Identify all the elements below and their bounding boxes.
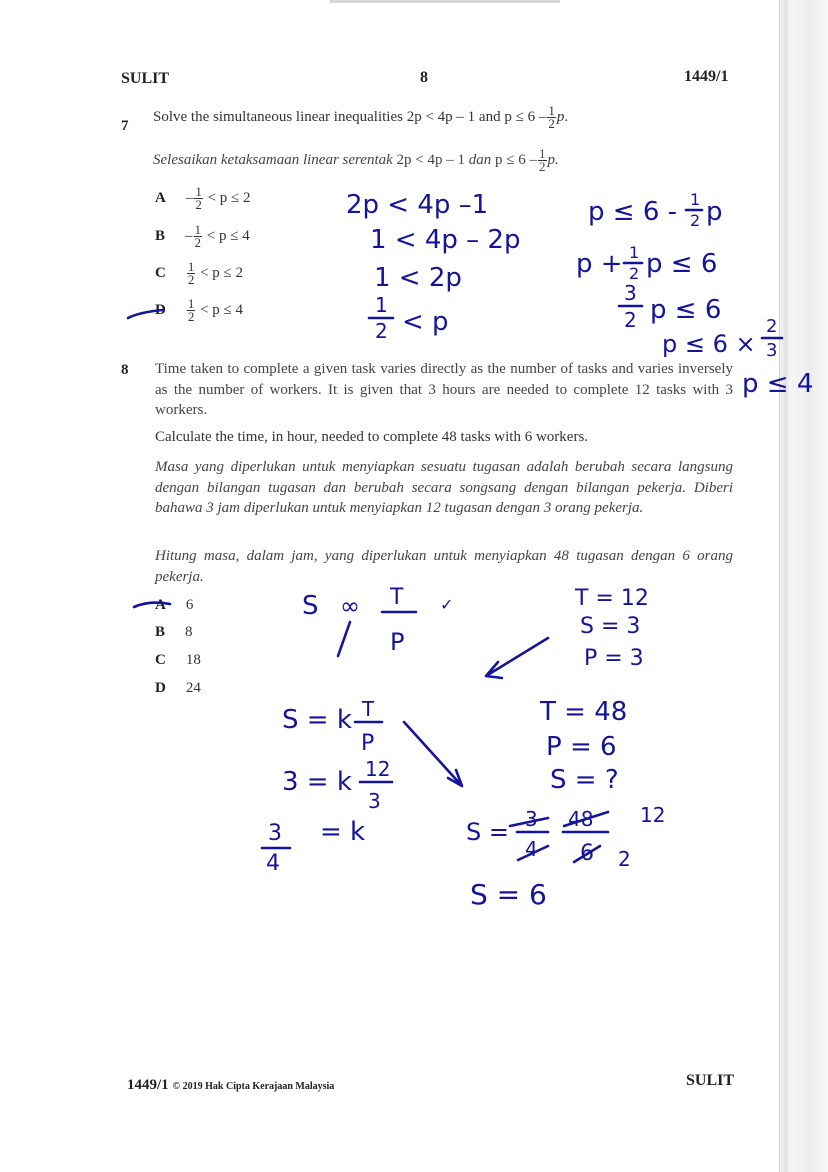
q7-option-neg: – bbox=[185, 189, 194, 206]
q7-option-rest: < p ≤ 2 bbox=[200, 264, 244, 281]
hw-q7-right-line-2b: p ≤ 6 bbox=[646, 249, 718, 279]
hw-q7-right-frac2-den: 2 bbox=[629, 264, 640, 283]
hw-q7-right-frac3-den: 2 bbox=[624, 308, 637, 332]
hw-q8-constant-line-2: 3 = k bbox=[282, 767, 352, 797]
q8-option-letter: C bbox=[155, 652, 166, 668]
hw-q7-right-frac4-num: 2 bbox=[766, 316, 778, 337]
hw-q8-constant-line-1: S = k bbox=[282, 705, 352, 735]
q7-option-rest: < p ≤ 4 bbox=[206, 227, 250, 244]
hw-q8-given2-p: P = 6 bbox=[546, 732, 617, 762]
hw-q8-var-num: T bbox=[390, 585, 404, 610]
q7-frac-den: 2 bbox=[548, 116, 555, 131]
q8-text-ms-1: Masa yang diperlukan untuk menyiapkan sesuatu tugasan adalah berubah secara langsung dengan bilangan tugasan dan berubah secara songsang dengan bilangan pekerja. Diberi bahawa 3 jam diperlukan untuk menyiapkan 12 tugasan dengan 3 orang pekerja. bbox=[155, 459, 733, 516]
hw-q8-answer-12: 12 bbox=[640, 803, 666, 827]
hw-q7-left-frac-num: 1 bbox=[375, 293, 388, 317]
hw-q7-right-line-1: p ≤ 6 - bbox=[588, 197, 678, 227]
q8-option-letter: D bbox=[155, 680, 166, 696]
header-code: 1449/1 bbox=[684, 68, 729, 85]
hw-q7-left-frac-den: 2 bbox=[375, 319, 388, 343]
q7-number: 7 bbox=[121, 118, 129, 134]
q8-text-en-2: Calculate the time, in hour, needed to complete 48 tasks with 6 workers. bbox=[155, 429, 589, 445]
hw-q8-arrow-2 bbox=[404, 722, 462, 786]
q7-option-frac-den: 2 bbox=[194, 235, 202, 250]
q8-text-en-1: Time taken to complete a given task varies directly as the number of tasks and varies inversely as the number of workers. It is given that 3 hours are needed to complete 12 tasks with 3 workers. bbox=[155, 361, 733, 418]
hw-q7-left-line-3: 1 < 2p bbox=[374, 263, 462, 293]
q8-option-value: 24 bbox=[185, 680, 201, 696]
q7-var-p: p bbox=[556, 108, 565, 125]
q7-ms-frac-num: 1 bbox=[539, 146, 546, 161]
hw-q7-right-line-4: p ≤ 6 × bbox=[662, 330, 756, 358]
hw-q7-right-frac3-num: 3 bbox=[624, 281, 637, 305]
hw-q8-var-check: ✓ bbox=[440, 595, 454, 614]
hw-q8-constant-frac2-den: 3 bbox=[368, 789, 381, 813]
q8-option-value: 6 bbox=[185, 597, 194, 613]
q8-option-letter: A bbox=[155, 597, 166, 613]
q8-number: 8 bbox=[121, 362, 129, 378]
hw-q8-var-s: S bbox=[302, 591, 319, 621]
hw-q7-left-line-2: 1 < 4p – 2p bbox=[370, 225, 521, 255]
q7-option-frac-num: 1 bbox=[194, 222, 202, 237]
hw-q7-left-line-1: 2p < 4p –1 bbox=[346, 190, 489, 220]
q7-strike-mark bbox=[128, 310, 163, 318]
hw-q7-right-frac1-num: 1 bbox=[690, 190, 701, 209]
hw-q8-var-symbol: ∞ bbox=[340, 592, 360, 620]
q7-ineq2-prefix: p ≤ 6 – bbox=[504, 108, 547, 125]
hw-q8-arrow-1 bbox=[486, 638, 548, 678]
hw-q8-var-den: P bbox=[390, 628, 405, 656]
hw-q7-right-line-3: p ≤ 6 bbox=[650, 295, 722, 325]
hw-q8-answer-s: S = bbox=[466, 818, 509, 846]
footer-copyright: © 2019 Hak Cipta Kerajaan Malaysia bbox=[172, 1081, 335, 1092]
q7-option-frac-den: 2 bbox=[195, 197, 202, 212]
q7-option-letter: C bbox=[155, 264, 166, 281]
q8-text-ms-2: Hitung masa, dalam jam, yang diperlukan untuk menyiapkan 48 tugasan dengan 6 orang pekerja. bbox=[155, 548, 733, 585]
q7-and-en: and bbox=[478, 108, 501, 125]
hw-q7-right-p: p bbox=[706, 197, 723, 227]
q7-ms-var-p: p bbox=[547, 151, 555, 168]
hw-q7-right-frac1-den: 2 bbox=[690, 211, 701, 230]
hw-q8-small-arrow bbox=[338, 622, 350, 656]
footer-code: 1449/1 bbox=[127, 1077, 169, 1093]
hw-q7-right-frac4-den: 3 bbox=[766, 340, 778, 361]
q7-ms-ineq1: 2p < 4p – 1 bbox=[396, 151, 466, 168]
hw-q7-right-line-5: p ≤ 4 bbox=[742, 369, 814, 399]
hw-q8-given2-t: T = 48 bbox=[540, 697, 628, 727]
q8-option-letter: B bbox=[155, 624, 166, 640]
q7-ms-period: . bbox=[555, 151, 559, 168]
hw-q8-answer-frac1-num: 3 bbox=[525, 807, 538, 831]
q7-ms-frac-den: 2 bbox=[539, 159, 546, 174]
q7-option-letter: D bbox=[155, 301, 166, 318]
q7-option-frac-num: 1 bbox=[187, 296, 195, 311]
hw-q8-answer-2: 2 bbox=[618, 847, 631, 871]
hw-q7-left-line-4: < p bbox=[402, 307, 449, 337]
q7-option-frac-num: 1 bbox=[195, 184, 202, 199]
q7-option-frac-num: 1 bbox=[187, 259, 195, 274]
hw-q8-given1-s: S = 3 bbox=[580, 614, 641, 639]
hw-q8-answer-frac2-den: 6 bbox=[580, 841, 594, 866]
footer-left bbox=[127, 1076, 334, 1094]
hw-q8-constant-line-3: = k bbox=[320, 817, 366, 847]
hw-q8-given1-t: T = 12 bbox=[575, 586, 649, 611]
hw-q8-constant-frac1-num: T bbox=[362, 697, 375, 721]
hw-q8-answer-frac1-den: 4 bbox=[525, 837, 538, 861]
footer-sulit: SULIT bbox=[686, 1072, 735, 1089]
hw-q8-given1-p: P = 3 bbox=[584, 646, 644, 671]
q7-ineq1: 2p < 4p – 1 bbox=[406, 108, 476, 125]
hw-q8-constant-frac1-den: P bbox=[361, 731, 375, 756]
hw-q7-right-line-2: p + bbox=[576, 249, 623, 279]
q7-ms-ineq2-prefix: p ≤ 6 – bbox=[495, 151, 537, 168]
q7-option-frac-den: 2 bbox=[187, 309, 195, 324]
q8-option-value: 8 bbox=[185, 624, 193, 640]
q7-option-letter: B bbox=[155, 227, 166, 244]
hw-q7-right-frac2-num: 1 bbox=[629, 243, 640, 262]
header-sulit: SULIT bbox=[121, 70, 170, 87]
q8-option-value: 18 bbox=[185, 652, 201, 668]
hw-q8-given2-s: S = ? bbox=[550, 765, 619, 795]
q7-option-rest: < p ≤ 2 bbox=[207, 189, 251, 206]
q7-option-rest: < p ≤ 4 bbox=[200, 301, 244, 318]
hw-q8-constant-frac2-num: 12 bbox=[365, 757, 391, 781]
header-page-number: 8 bbox=[420, 69, 428, 86]
q7-period: . bbox=[564, 108, 569, 125]
hw-q8-constant-frac3-den: 4 bbox=[266, 851, 280, 876]
q7-option-neg: – bbox=[185, 227, 193, 244]
q7-option-letter: A bbox=[155, 189, 166, 206]
q7-and-ms: dan bbox=[468, 151, 492, 168]
q7-frac-num: 1 bbox=[548, 103, 555, 118]
hw-q8-answer-frac2-num: 48 bbox=[568, 807, 594, 831]
hw-q8-answer-final: S = 6 bbox=[470, 878, 547, 911]
q7-option-frac-den: 2 bbox=[187, 272, 195, 287]
q8-strike-mark bbox=[134, 603, 170, 607]
hw-q8-constant-frac3-num: 3 bbox=[268, 821, 282, 846]
q7-text-ms-prefix: Selesaikan ketaksamaan linear serentak bbox=[153, 151, 393, 168]
q7-text-en-prefix: Solve the simultaneous linear inequalities bbox=[153, 108, 403, 125]
